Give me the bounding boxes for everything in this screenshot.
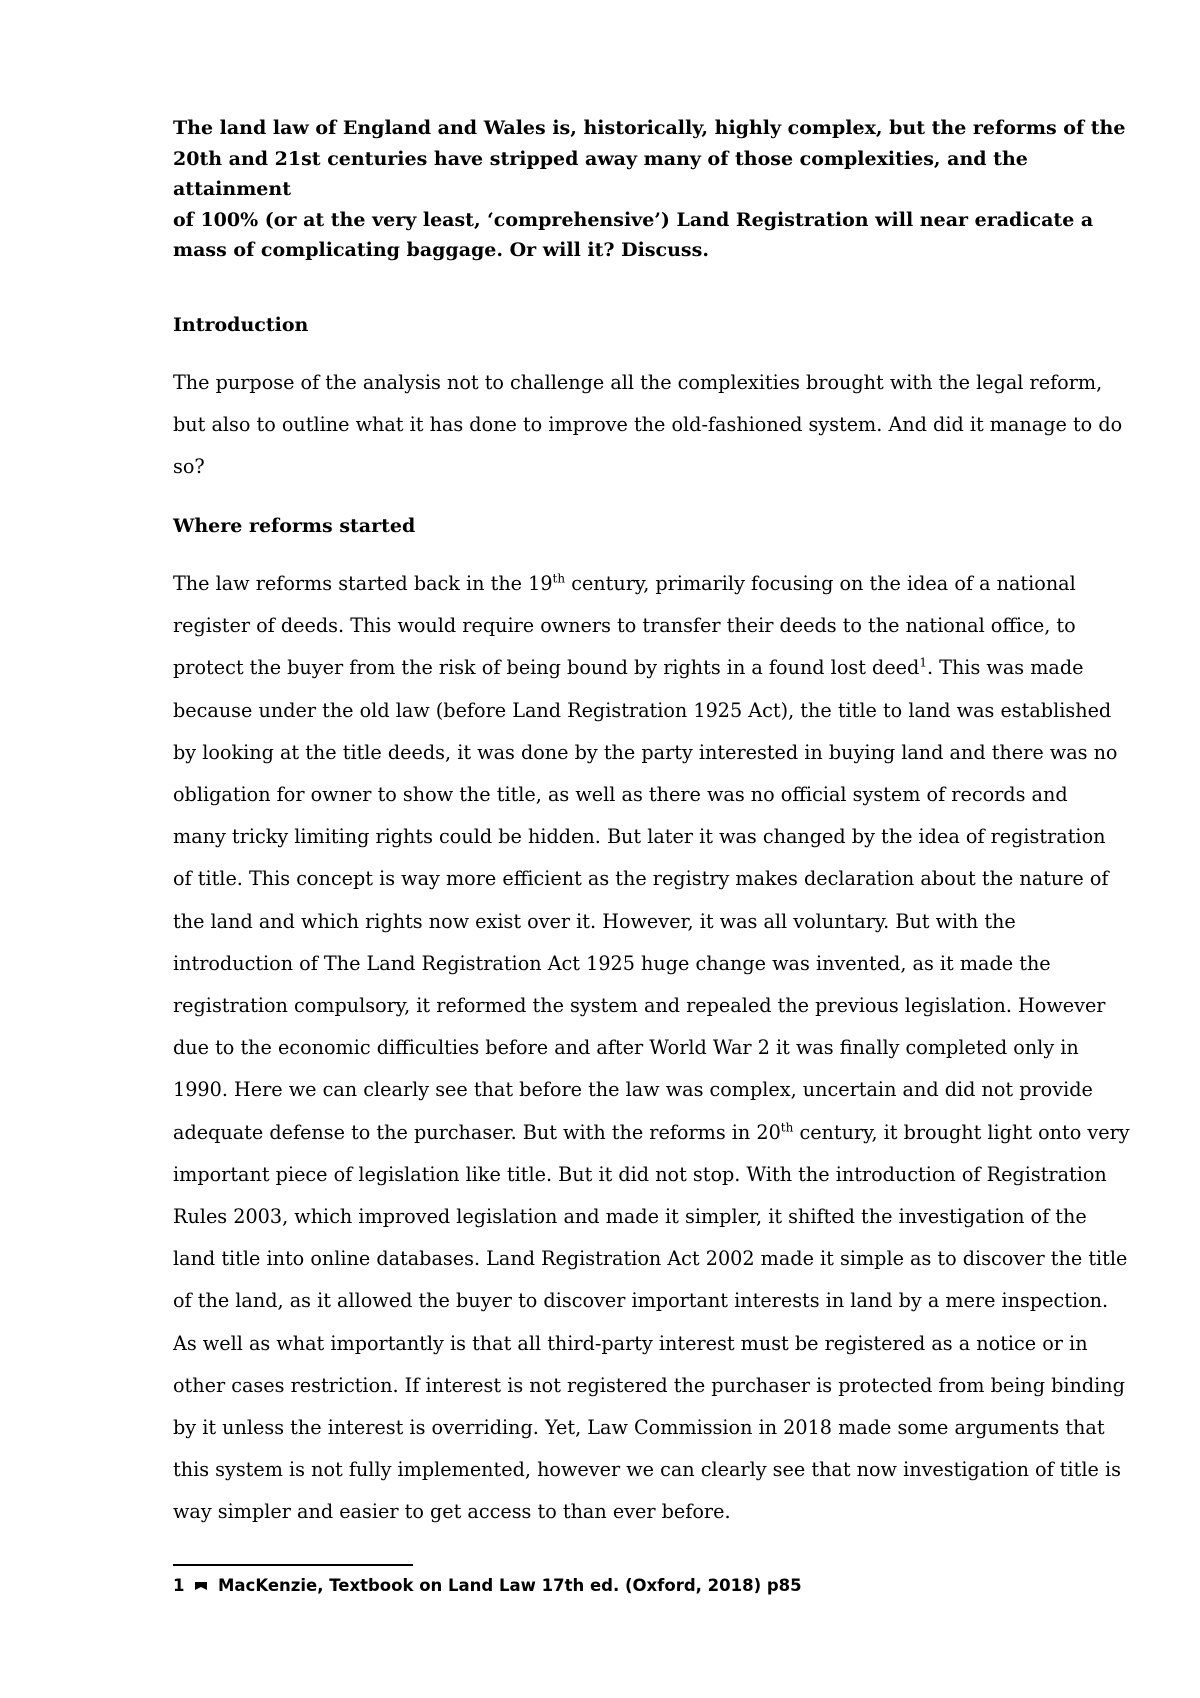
superscript: th — [552, 571, 566, 586]
reforms-paragraph: The law reforms started back in the 19th century, primarily focusing on the idea of a national register of deeds. This would require owners to transfer their deeds to the national office, to protect the buyer from the risk of being bound by rights in a found lost deed$^1$. This was made because under the old law (before Land Registration 1925 Act), the title to land was established by looking at the title deeds, it was done by the party interested in buying land and there was no obligation for owner to show the title, as well as there was no official system of records and many tricky limiting rights could be hidden. But later it was changed by the idea of registration of title. This concept is way more efficient as the registry makes declaration about the nature of the land and which rights now exist over it. However, it was all voluntary. But with the introduction of The Land Registration Act 1925 huge change was invented, as it made the registration compulsory, it reformed the system and repealed the previous legislation. However due to the economic difficulties before and after World War 2 it was finally completed only in 1990. Here we can clearly see that before the law was complex, uncertain and did not provide adequate defense to the purchaser. But with the reforms in 20th century, it brought light onto very important piece of legislation like title. But it did not stop. With the introduction of Registration Rules 2003, which improved legislation and made it simpler, it shifted the investigation of the land title into online databases. Land Registration Act 2002 made it simple as to discover the title of the land, as it allowed the buyer to discover important interests in land by a mere inspection. As well as what importantly is that all third-party interest must be registered as a notice or in other cases restriction. If interest is not registered the purchaser is protected from being binding by it unless the interest is overriding. Yet, Law Commission in 2018 made some arguments that this system is not fully implemented, however we can clearly see that now investigation of title is way simpler and easier to get access to than ever before. — [173, 571, 1130, 1524]
essay-question — [173, 113, 1133, 266]
footnote-separator — [173, 1564, 413, 1566]
reforms-heading: Where reforms started — [173, 515, 416, 537]
question-line: mass of complicating baggage. Or will it? Discuss. — [173, 239, 709, 261]
bookmark-icon — [194, 1574, 208, 1598]
footnote-reference[interactable]: 1 — [919, 656, 927, 671]
footnote-number: 1 — [173, 1576, 185, 1595]
question-line: of 100% (or at the very least, ‘comprehensive’) Land Registration will near eradicate a — [173, 208, 1094, 231]
footnote — [173, 1574, 802, 1598]
superscript: th — [780, 1120, 794, 1135]
question-line: 20th and 21st centuries have stripped away many of those complexities, and the attainment — [173, 147, 1028, 200]
footnote-text: MacKenzie, Textbook on Land Law 17th ed. (Oxford, 2018) p85 — [217, 1576, 802, 1595]
question-line: The land law of England and Wales is, historically, highly complex, but the reforms of the — [173, 117, 1126, 139]
introduction-paragraph: The purpose of the analysis not to challenge all the complexities brought with the legal reform, but also to outline what it has done to improve the old-fashioned system. And did it manage to do so? — [173, 371, 1123, 479]
introduction-heading: Introduction — [173, 314, 309, 336]
